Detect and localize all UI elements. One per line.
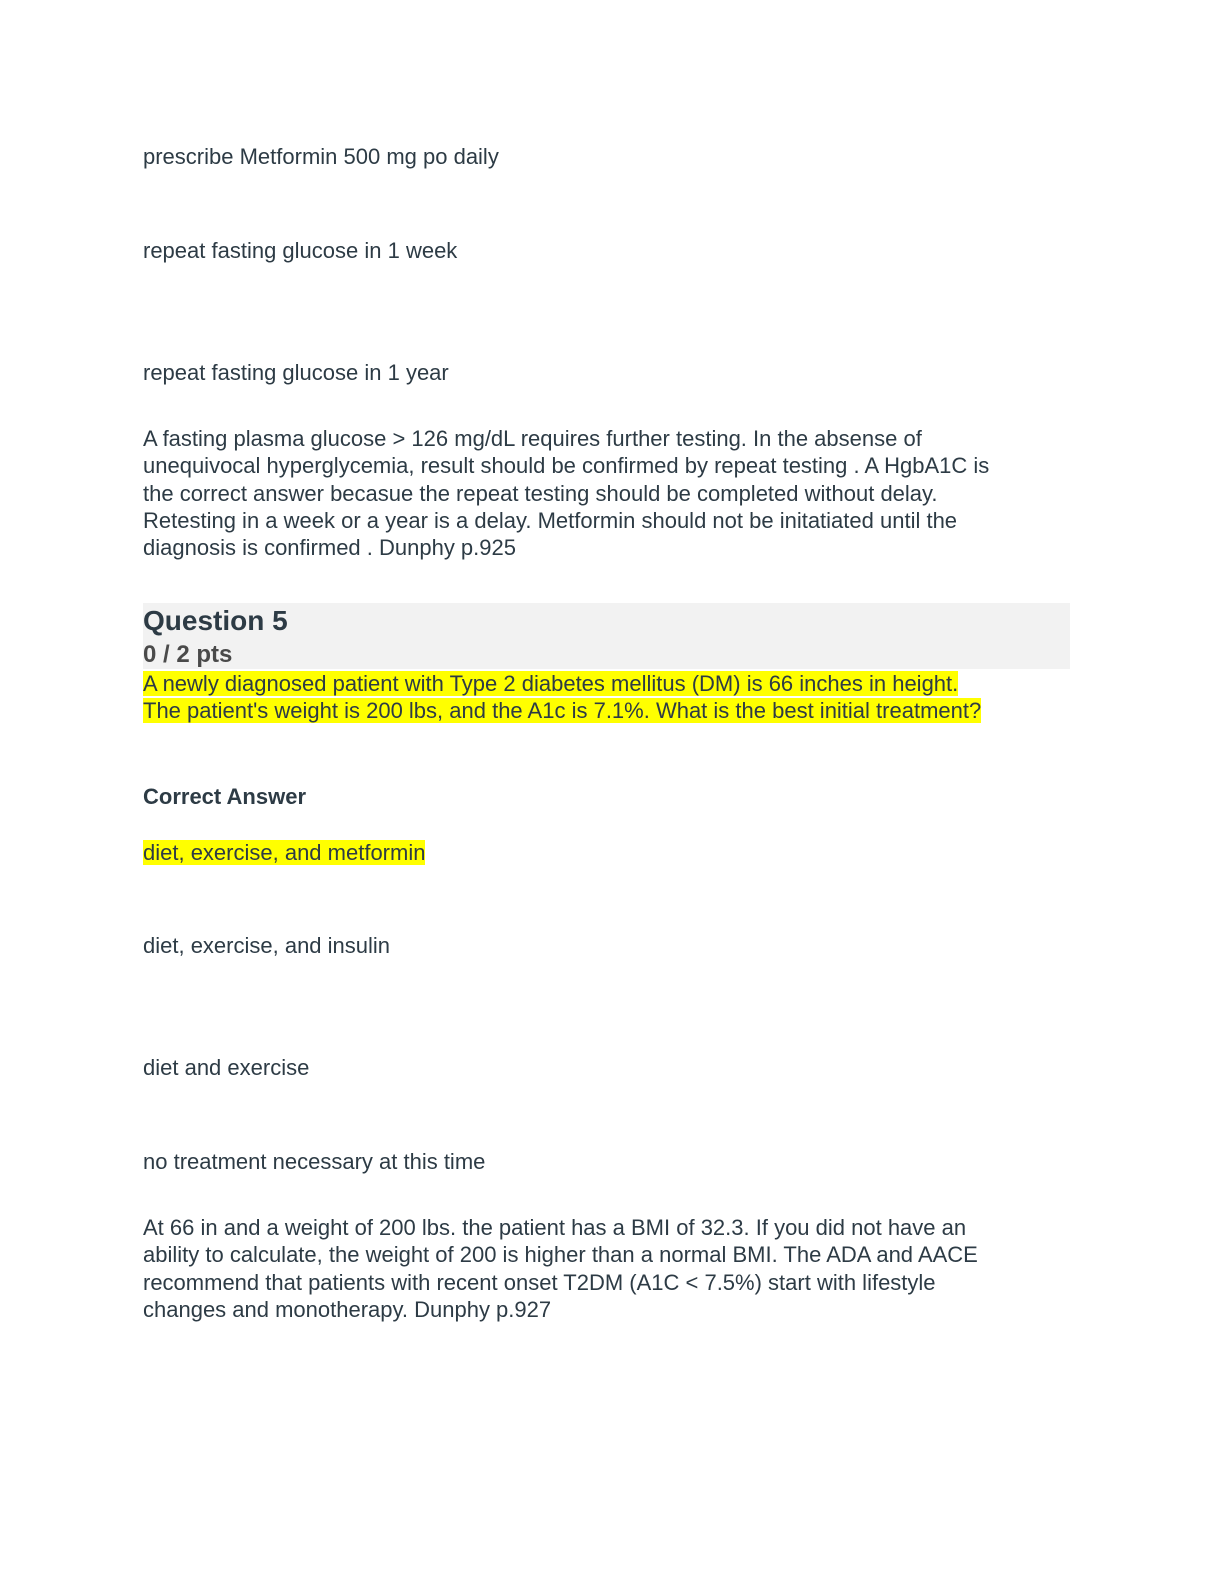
answer-option: no treatment necessary at this time	[143, 1149, 486, 1174]
question-text-line: A newly diagnosed patient with Type 2 diabetes mellitus (DM) is 66 inches in height.	[143, 671, 959, 696]
answer-option-correct	[143, 839, 425, 866]
correct-answer-label: Correct Answer	[143, 784, 307, 809]
explanation-line: changes and monotherapy. Dunphy p.927	[143, 1296, 552, 1322]
question-text	[143, 670, 981, 725]
answer-option: prescribe Metformin 500 mg po daily	[143, 144, 499, 169]
explanation-line: recommend that patients with recent onset T2DM (A1C < 7.5%) start with lifestyle	[143, 1269, 936, 1295]
answer-option: repeat fasting glucose in 1 week	[143, 238, 458, 263]
answer-option-text: diet, exercise, and metformin	[143, 840, 426, 865]
question-points: 0 / 2 pts	[143, 641, 233, 668]
explanation-line: A fasting plasma glucose > 126 mg/dL requires further testing. In the absense of	[143, 426, 922, 451]
question-title: Question 5	[143, 605, 288, 636]
explanation-line: the correct answer becasue the repeat testing should be completed without delay.	[143, 480, 938, 506]
explanation-line: diagnosis is confirmed . Dunphy p.925	[143, 535, 516, 561]
answer-option: repeat fasting glucose in 1 year	[143, 360, 449, 385]
explanation-line: ability to calculate, the weight of 200 is higher than a normal BMI. The ADA and AACE	[143, 1242, 978, 1268]
answer-option: diet, exercise, and insulin	[143, 933, 391, 958]
question-text-line: The patient's weight is 200 lbs, and the A1c is 7.1%. What is the best initial treatment?	[143, 698, 982, 724]
explanation-line: At 66 in and a weight of 200 lbs. the patient has a BMI of 32.3. If you did not have an	[143, 1215, 967, 1240]
answer-explanation	[143, 425, 1083, 561]
explanation-line: unequivocal hyperglycemia, result should be confirmed by repeat testing . A HgbA1C is	[143, 453, 990, 479]
explanation-line: Retesting in a week or a year is a delay. Metformin should not be initatiated until the	[143, 507, 958, 533]
answer-option: diet and exercise	[143, 1055, 310, 1080]
answer-explanation	[143, 1214, 1083, 1323]
